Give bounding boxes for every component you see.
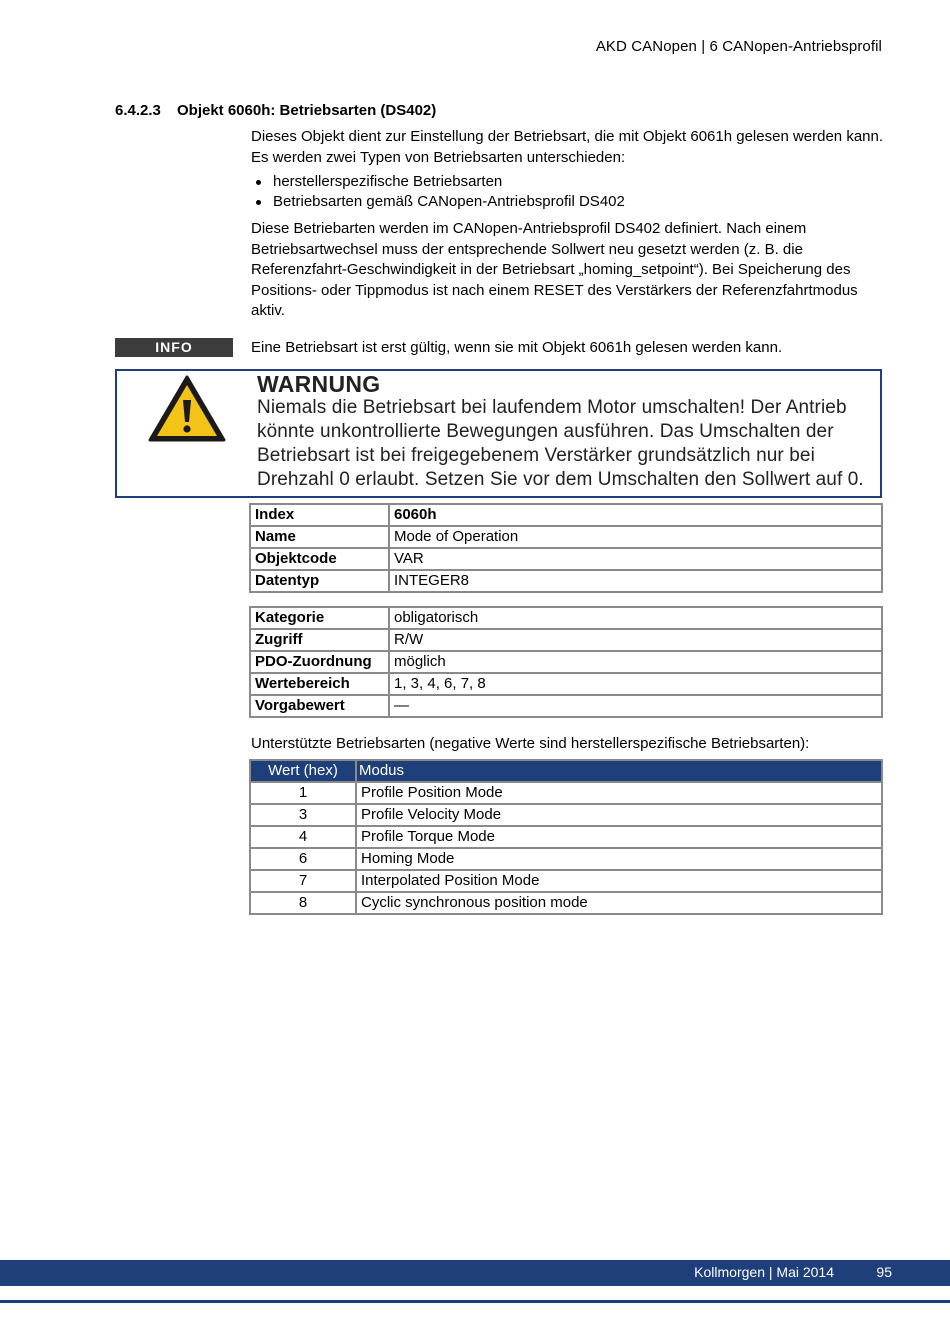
value-cell: Mode of Operation	[390, 527, 881, 547]
table-row	[251, 893, 881, 913]
table-row	[251, 805, 881, 825]
list-item-text: herstellerspezifische Betriebsarten	[273, 173, 503, 190]
mode-cell: Profile Torque Mode	[357, 827, 881, 847]
key-cell: Datentyp	[251, 571, 388, 591]
key-cell: Kategorie	[251, 608, 388, 628]
modes-table	[249, 759, 883, 915]
table-row	[251, 527, 881, 547]
info-badge: INFO	[115, 338, 233, 357]
mode-cell: Interpolated Position Mode	[357, 871, 881, 891]
description-paragraph: Diese Betriebarten werden im CANopen-Antriebsprofil DS402 definiert. Nach einem Betriebsartwechsel muss der entsprechende Sollwert neu gesetzt werden (z. B. die Referenzfahrt-Geschwindigkeit in der Betriebsart „homing_setpoint“). Bei Speicherung des Positions- oder Tippmodus ist nach einem RESET des Verstärkers der Referenzfahrtmodus aktiv.	[251, 220, 858, 319]
bullet-icon	[256, 180, 261, 185]
access-info-table	[249, 606, 883, 718]
mode-cell: Profile Velocity Mode	[357, 805, 881, 825]
mode-cell: Homing Mode	[357, 849, 881, 869]
key-cell: PDO-Zuordnung	[251, 652, 388, 672]
warning-text: Niemals die Betriebsart bei laufendem Motor umschalten! Der Antrieb könnte unkontrollierte Bewegungen ausführen. Das Umschalten der Betriebsart ist bei freigegebenem Verstärker grundsätzlich nur bei Drehzahl 0 erlaubt. Setzen Sie vor dem Umschalten den Sollwert auf 0.	[257, 397, 864, 490]
table-row	[251, 849, 881, 869]
bullet-icon	[256, 200, 261, 205]
value-cell: —	[390, 696, 881, 716]
column-header: Modus	[357, 761, 881, 781]
value-cell: 4	[251, 827, 355, 847]
value-cell: 6060h	[390, 505, 881, 525]
mode-type-list	[251, 172, 891, 212]
table-row	[251, 505, 881, 525]
running-header: AKD CANopen | 6 CANopen-Antriebsprofil	[595, 38, 882, 55]
warning-triangle-icon	[147, 374, 227, 444]
value-cell: 6	[251, 849, 355, 869]
list-item	[251, 192, 891, 212]
column-header: Wert (hex)	[251, 761, 355, 781]
table-row	[251, 783, 881, 803]
table-row	[251, 549, 881, 569]
value-cell: INTEGER8	[390, 571, 881, 591]
key-cell: Index	[251, 505, 388, 525]
info-text: Eine Betriebsart ist erst gültig, wenn sie mit Objekt 6061h gelesen werden kann.	[251, 339, 783, 356]
value-cell: 7	[251, 871, 355, 891]
value-cell: 1, 3, 4, 6, 7, 8	[390, 674, 881, 694]
mode-cell: Profile Position Mode	[357, 783, 881, 803]
value-cell: möglich	[390, 652, 881, 672]
table-row	[251, 630, 881, 650]
value-cell: 3	[251, 805, 355, 825]
key-cell: Vorgabewert	[251, 696, 388, 716]
table-row	[251, 871, 881, 891]
table-row	[251, 674, 881, 694]
key-cell: Wertebereich	[251, 674, 388, 694]
key-cell: Objektcode	[251, 549, 388, 569]
table-row	[251, 696, 881, 716]
table-row	[251, 827, 881, 847]
modes-caption: Unterstützte Betriebsarten (negative Werte sind herstellerspezifische Betriebsarten):	[251, 735, 810, 752]
footer-divider	[0, 1300, 950, 1303]
value-cell: obligatorisch	[390, 608, 881, 628]
section-number: 6.4.2.3	[115, 102, 161, 119]
table-row	[251, 652, 881, 672]
key-cell: Name	[251, 527, 388, 547]
list-item-text: Betriebsarten gemäß CANopen-Antriebsprofil DS402	[273, 193, 625, 210]
mode-cell: Cyclic synchronous position mode	[357, 893, 881, 913]
key-cell: Zugriff	[251, 630, 388, 650]
value-cell: 1	[251, 783, 355, 803]
page-number: 95	[876, 1264, 892, 1280]
footer-publisher: Kollmorgen | Mai 2014	[694, 1264, 834, 1280]
list-item	[251, 172, 891, 192]
section-title: Objekt 6060h: Betriebsarten (DS402)	[177, 102, 437, 119]
object-info-table	[249, 503, 883, 593]
table-header-row	[251, 761, 881, 781]
warning-title: WARNUNG	[257, 371, 381, 397]
table-row	[251, 608, 881, 628]
table-row	[251, 571, 881, 591]
intro-paragraph: Dieses Objekt dient zur Einstellung der Betriebsart, die mit Objekt 6061h gelesen werden kann. Es werden zwei Typen von Betriebsarten unterschieden:	[251, 128, 884, 166]
value-cell: 8	[251, 893, 355, 913]
value-cell: VAR	[390, 549, 881, 569]
value-cell: R/W	[390, 630, 881, 650]
